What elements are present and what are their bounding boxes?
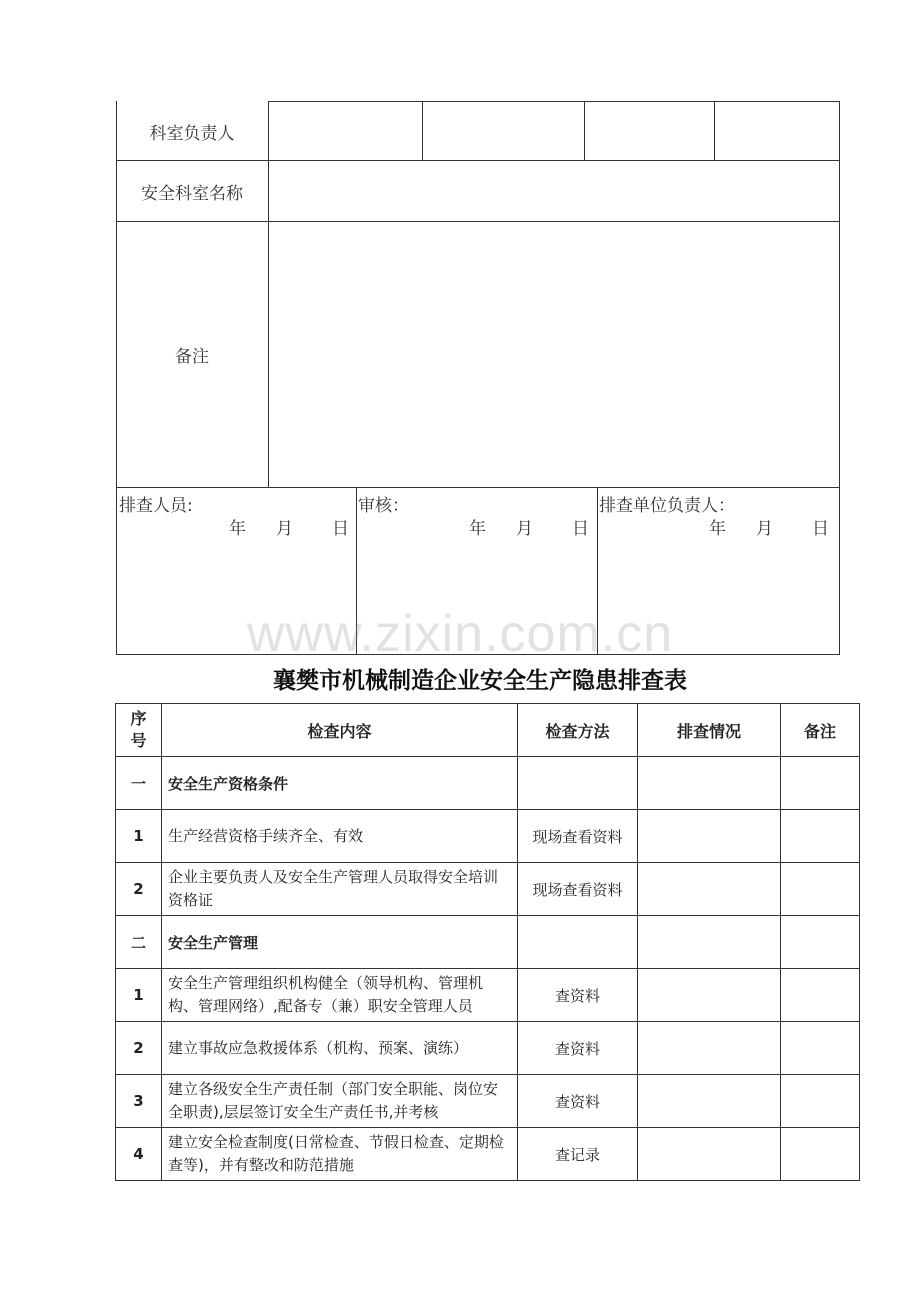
watermark: www.zixin.com.cn: [246, 605, 674, 663]
section-title: 安全生产管理: [162, 916, 518, 969]
remarks-cell: [781, 1075, 860, 1128]
content-cell: 企业主要负责人及安全生产管理人员取得安全培训资格证: [162, 863, 518, 916]
status-cell: [638, 1022, 781, 1075]
content-cell: 生产经营资格手续齐全、有效: [162, 810, 518, 863]
unit-head-label: 排查单位负责人：: [599, 496, 735, 516]
row-number: 4: [116, 1128, 162, 1181]
section-row: [116, 916, 860, 969]
content-cell: 建立事故应急救援体系（机构、预案、演练）: [162, 1022, 518, 1075]
remarks-cell: [781, 1022, 860, 1075]
status-cell: [638, 1075, 781, 1128]
remarks-cell: [781, 969, 860, 1022]
section-number: 二: [116, 916, 162, 969]
method-cell: 现场查看资料: [518, 810, 638, 863]
reviewer-date: 年 月 日: [469, 519, 589, 539]
inspection-table: [115, 703, 860, 1181]
remarks-cell: [781, 757, 860, 810]
safety-dept-label: 安全科室名称: [141, 183, 243, 204]
row-number: 1: [116, 969, 162, 1022]
header-seq: 序号: [116, 704, 162, 757]
status-cell: [638, 757, 781, 810]
table-row: [116, 1022, 860, 1075]
table-row: [116, 863, 860, 916]
row-number: 3: [116, 1075, 162, 1128]
method-cell: [518, 757, 638, 810]
method-cell: 查资料: [518, 1022, 638, 1075]
content-cell: 建立各级安全生产责任制（部门安全职能、岗位安全职责),层层签订安全生产责任书,并考核: [162, 1075, 518, 1128]
inspector-label: 排查人员:: [119, 496, 193, 516]
table-header-row: [116, 704, 860, 757]
dept-head-label: 科室负责人: [149, 123, 235, 144]
header-method: 检查方法: [518, 704, 638, 757]
page-title: 襄樊市机械制造企业安全生产隐患排查表: [273, 668, 687, 694]
inspector-date: 年 月 日: [229, 519, 349, 539]
remarks-cell: [781, 863, 860, 916]
remarks-label: 备注: [175, 347, 209, 367]
content-cell: 安全生产管理组织机构健全（领导机构、管理机构、管理网络）,配备专（兼）职安全管理人员: [162, 969, 518, 1022]
status-cell: [638, 969, 781, 1022]
method-cell: 查记录: [518, 1128, 638, 1181]
table-row: [116, 969, 860, 1022]
method-cell: 查资料: [518, 1075, 638, 1128]
unit-head-date: 年 月 日: [709, 519, 829, 539]
table-row: [116, 1075, 860, 1128]
section-number: 一: [116, 757, 162, 810]
method-cell: 现场查看资料: [518, 863, 638, 916]
remarks-cell: [781, 810, 860, 863]
table-row: [116, 1128, 860, 1181]
table-row: [116, 810, 860, 863]
section-row: [116, 757, 860, 810]
section-title: 安全生产资格条件: [162, 757, 518, 810]
status-cell: [638, 1128, 781, 1181]
method-cell: [518, 916, 638, 969]
status-cell: [638, 916, 781, 969]
remarks-cell: [781, 1128, 860, 1181]
reviewer-label: 审核：: [358, 496, 409, 516]
row-number: 1: [116, 810, 162, 863]
header-content: 检查内容: [162, 704, 518, 757]
header-status: 排查情况: [638, 704, 781, 757]
status-cell: [638, 863, 781, 916]
remarks-cell: [781, 916, 860, 969]
method-cell: 查资料: [518, 969, 638, 1022]
row-number: 2: [116, 1022, 162, 1075]
header-remarks: 备注: [781, 704, 860, 757]
content-cell: 建立安全检查制度(日常检查、节假日检查、定期检查等)，并有整改和防范措施: [162, 1128, 518, 1181]
status-cell: [638, 810, 781, 863]
row-number: 2: [116, 863, 162, 916]
